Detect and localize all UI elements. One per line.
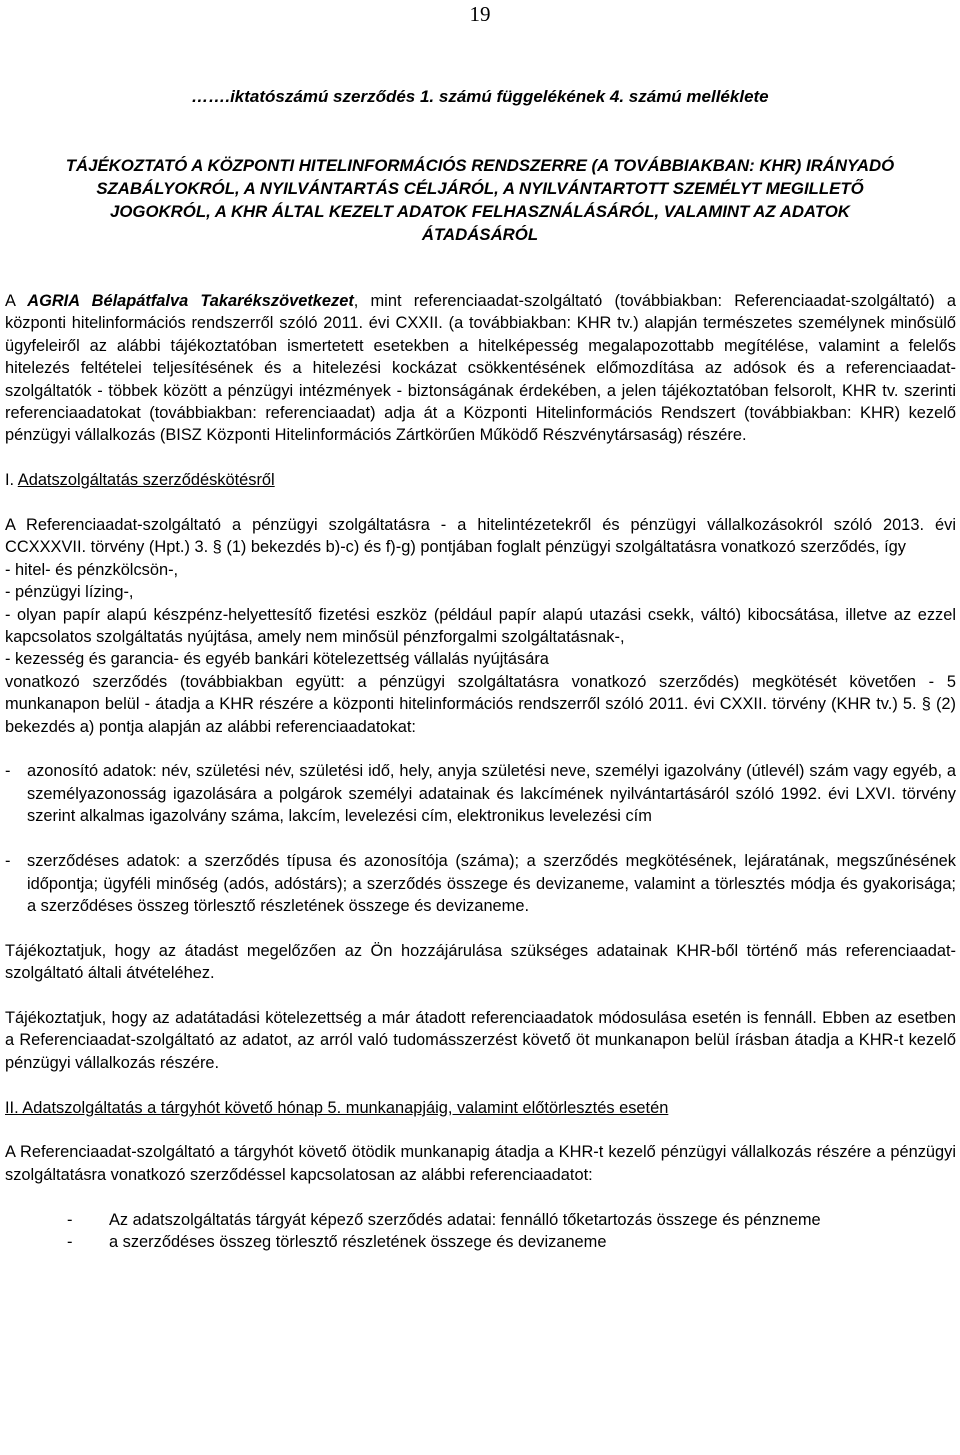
list-item-text: szerződéses adatok: a szerződés típusa és azonosítója (száma); a szerződés megkötésének, lejáratának, megszűnésének időpontja; ügyféli minőség (adós, adóstárs); a szerződés összege és devizaneme, valamint a törlesztés módja és gyakorisága; a szerződéses összeg törlesztő részletének összege és devizaneme. (27, 852, 956, 915)
service-item: - pénzügyi lízing-, (5, 583, 134, 602)
document-body (5, 290, 956, 1253)
section-1-paragraph-3: Tájékoztatjuk, hogy az átadást megelőzően az Ön hozzájárulása szükséges adatainak KHR-ből történő más referenciaadat-szolgáltató általi átvételéhez. (5, 941, 956, 983)
institution-name: AGRIA Bélapátfalva Takarékszövetkezet (27, 292, 354, 310)
section-1-title: Adatszolgáltatás szerződéskötésről (17, 471, 275, 490)
list-dash: - (67, 1232, 73, 1251)
section-1-paragraph-4: Tájékoztatjuk, hogy az adatátadási kötelezettség a már átadott referenciaadatok módosulása esetén is fennáll. Ebben az esetben a Referenciaadat-szolgáltató az adatot, az arról való tudomásszerzést követő öt munkanapon belül írásban átadja a KHR-t kezelő pénzügyi vállalkozás részére. (5, 1008, 956, 1072)
intro-rest: , mint referenciaadat-szolgáltató (továbbiakban: Referenciaadat-szolgáltató) a központi hitelinformációs rendszerről szóló 2011. évi CXXII. (a továbbiakban: KHR tv.) alapján természetes személynek minősülő ügyfeleiről az alábbi tájékoztatóban ismertetett esetekben a hitelképesség megalapozottabb megítélése, valamint a felelős hitelezés feltételei teljesítésének és a hitelezési kockázat csökkentésének előmozdítása az adósok és a referenciaadat-szolgáltatók - többek között a pénzügyi intézmények - biztonságának érdekében, a jelen tájékoztatóban felsorolt, KHR tv. szerinti referenciaadatokat (továbbiakban: referenciaadat) adja át a Központi Hitelinformációs Rendszert (továbbiakban: KHR) kezelő pénzügyi vállalkozás (BISZ Központi Hitelinformációs Zártkörűen Működő Részvénytársaság) részére. (5, 292, 956, 445)
data-item-identification (5, 760, 956, 827)
section-2-paragraph-1: A Referenciaadat-szolgáltató a tárgyhót követő ötödik munkanapig átadja a KHR-t kezelő pénzügyi vállalkozás részére a pénzügyi szolgáltatásra vonatkozó szerződéssel kapcsolatosan az alábbi referenciaadatot: (5, 1143, 956, 1184)
intro-lead: A (5, 292, 28, 310)
section-1-paragraph-1: A Referenciaadat-szolgáltató a pénzügyi szolgáltatásra - a hitelintézetekről és pénzügyi vállalkozásokról szóló 2013. évi CCXXXVII. törvény (Hpt.) 3. § (1) bekezdés b)-c) és f)-g) pontjában foglalt pénzügyi szolgáltatásra vonatkozó szerződés, így (5, 516, 956, 557)
section-1-number: I. (5, 471, 18, 490)
list-dash: - (5, 762, 11, 781)
list-item-text: azonosító adatok: név, születési név, születési idő, hely, anyja születési neve, személyi igazolvány (útlevél) szám vagy egyéb, a személyazonosság igazolására a polgárok személyi adatainak és lakcímének nyilvántartásáról szóló 1992. évi LXVI. törvény szerint alkalmas igazolvány száma, lakcím, levelezési cím, elektronikus levelezési cím (27, 762, 956, 826)
service-item: - hitel- és pénzkölcsön-, (5, 560, 179, 579)
page-number: 19 (469, 2, 491, 26)
list-item-text: Az adatszolgáltatás tárgyát képező szerződés adatai: fennálló tőketartozás összege és pénzneme (109, 1210, 821, 1229)
section-1-paragraph-2: vonatkozó szerződés (továbbiakban együtt: a pénzügyi szolgáltatásra vonatkozó szerződés) megkötését követően - 5 munkanapon belül - átadja a KHR részére a központi hitelinformációs rendszerről szóló 2011. évi CXXII. törvény (KHR tv.) 5. § (2) bekezdés a) pontja alapján az alábbi referenciaadatokat: (5, 672, 956, 736)
section-2-item (5, 1209, 956, 1231)
service-item: - kezesség és garancia- és egyéb bankári kötelezettség vállalás nyújtására (5, 650, 549, 669)
section-2-heading: II. Adatszolgáltatás a tárgyhót követő hónap 5. munkanapjáig, valamint előtörlesztés esetén (5, 1098, 669, 1117)
service-item: - olyan papír alapú készpénz-helyettesítő fizetési eszköz (például papír alapú utazási csekk, váltó) kibocsátása, illetve az ezzel kapcsolatos szolgáltatás nyújtása, amely nem minősül pénzforgalmi szolgáltatásnak-, (5, 605, 956, 647)
section-2-item (5, 1231, 956, 1253)
data-item-contract (5, 850, 956, 917)
list-item-text: a szerződéses összeg törlesztő részletének összege és devizaneme (109, 1232, 607, 1251)
intro-paragraph (5, 290, 956, 447)
annex-subtitle: …….iktatószámú szerződés 1. számú függelékének 4. számú melléklete (191, 87, 769, 106)
list-dash: - (67, 1210, 73, 1229)
document-title: TÁJÉKOZTATÓ A KÖZPONTI HITELINFORMÁCIÓS RENDSZERRE (A TOVÁBBIAKBAN: KHR) IRÁNYADÓ SZABÁLYOKRÓL, A NYILVÁNTARTÁS CÉLJÁRÓL, A NYILVÁNTARTOTT SZEMÉLYT MEGILLETŐ JOGOKRÓL, A KHR ÁLTAL KEZELT ADATOK FELHASZNÁLÁSÁRÓL, VALAMINT AZ ADATOK ÁTADÁSÁRÓL (65, 156, 895, 244)
section-1-heading (5, 469, 956, 491)
list-dash: - (5, 852, 11, 871)
